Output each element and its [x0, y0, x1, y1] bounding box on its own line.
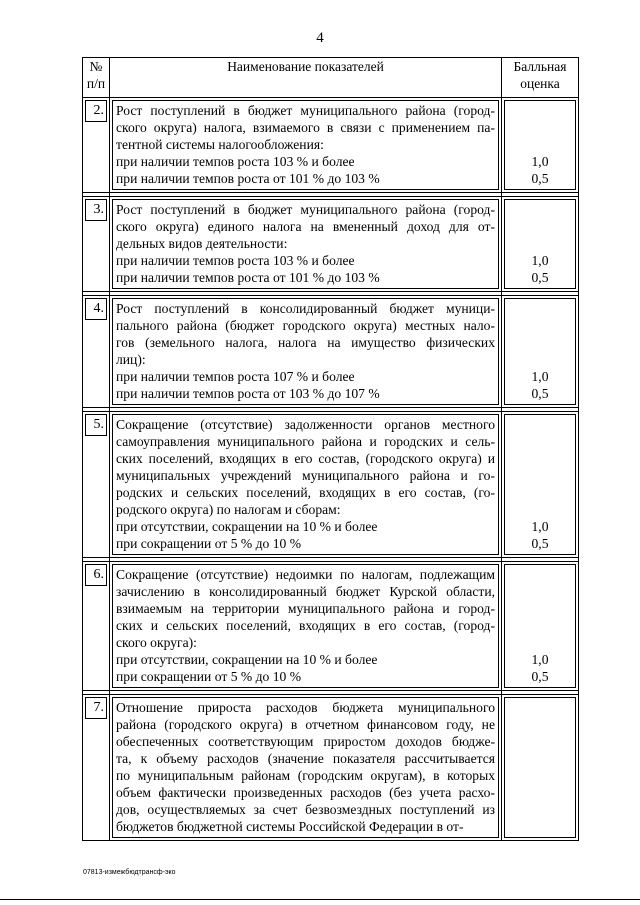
text-line: зачислению в консолидированный бюджет Курской области,	[116, 584, 495, 599]
score-value: 1,0	[531, 519, 549, 534]
table-row	[83, 562, 579, 691]
text-line: при сокращении от 5 % до 10 %	[116, 669, 302, 684]
text-line: района (городского округа) в отчетном финансовом году, не	[116, 717, 495, 732]
table-row	[83, 197, 579, 292]
text-line: при наличии темпов роста от 101 % до 103 %	[116, 171, 380, 186]
text-line: родских и сельских поселений, входящих в его состав, (го-	[116, 485, 495, 500]
text-line: родского округа) по налогам и сборам:	[116, 502, 341, 517]
row-number: 6.	[85, 564, 107, 586]
indicator-text	[112, 298, 499, 405]
score-value: 1,0	[531, 652, 549, 667]
footer-code: 07813-измежбюдтрансф-эко	[83, 869, 176, 876]
text-line: при сокращении от 5 % до 10 %	[116, 536, 302, 551]
text-line: по муниципальным районам (городским округам), в которых	[116, 768, 495, 783]
score-value: 0,5	[531, 386, 549, 401]
text-line: при наличии темпов роста 103 % и более	[116, 154, 355, 169]
text-line: лиц):	[116, 352, 146, 367]
text-line: Рост поступлений в бюджет муниципального района (город-	[116, 202, 495, 217]
text-line: Отношение прироста расходов бюджета муниципального	[116, 700, 495, 715]
score-value: 1,0	[531, 369, 549, 384]
score-value: 1,0	[531, 253, 549, 268]
text-line: ских поселений, входящих в его состав, (городского округа) и	[116, 451, 495, 466]
header-name: Наименование показателей	[110, 58, 502, 98]
score-cell	[504, 697, 576, 838]
row-number: 2.	[85, 100, 107, 122]
bottom-rule	[0, 899, 640, 900]
header-num: № п/п	[83, 58, 110, 98]
text-line: взимаемым на территории муниципального района и город-	[116, 601, 495, 616]
text-line: бюджетов бюджетной системы Российской Федерации в от-	[116, 819, 464, 834]
score-cell	[504, 298, 576, 405]
text-line: тентной системы налогообложения:	[116, 137, 324, 152]
table-row	[83, 296, 579, 408]
text-line: обеспеченных соответствующим приростом доходов бюдже-	[116, 734, 495, 749]
row-number: 5.	[85, 414, 107, 436]
text-line: при наличии темпов роста от 101 % до 103 %	[116, 270, 380, 285]
text-line: объем фактически произведенных расходов (без учета расхо-	[116, 785, 495, 800]
text-line: Сокращение (отсутствие) задолженности органов местного	[116, 417, 495, 432]
row-number: 7.	[85, 697, 107, 719]
score-cell	[504, 199, 576, 289]
table-row	[83, 98, 579, 193]
text-line: муниципальных учреждений муниципального района и го-	[116, 468, 495, 483]
text-line: пального района (бюджет городского округа) местных нало-	[116, 318, 495, 333]
score-value: 0,5	[531, 270, 549, 285]
text-line: при наличии темпов роста 107 % и более	[116, 369, 355, 384]
text-line: Сокращение (отсутствие) недоимки по налогам, подлежащим	[116, 567, 495, 582]
score-value: 0,5	[531, 669, 549, 684]
text-line: при наличии темпов роста от 103 % до 107 %	[116, 386, 380, 401]
header-score: Балльная оценка	[502, 58, 579, 98]
row-number: 4.	[85, 298, 107, 320]
score-value: 1,0	[531, 154, 549, 169]
text-line: ского округа):	[116, 635, 197, 650]
text-line: Рост поступлений в бюджет муниципального района (город-	[116, 103, 495, 118]
text-line: ских и сельских поселений, входящих в его состав, (город-	[116, 618, 495, 633]
text-line: та, к объему расходов (значение показателя рассчитывается	[116, 751, 495, 766]
table-row	[83, 695, 579, 841]
score-value: 0,5	[531, 536, 549, 551]
score-cell	[504, 414, 576, 555]
text-line: при отсутствии, сокращении на 10 % и более	[116, 652, 378, 667]
indicator-text	[112, 414, 499, 555]
page-number: 4	[316, 30, 324, 46]
indicators-table	[82, 57, 579, 841]
text-line: ского округа) единого налога на вмененный доход для от-	[116, 219, 495, 234]
text-line: дов, осуществляемых за счет безвозмездных поступлений из	[116, 802, 495, 817]
table-row	[83, 412, 579, 558]
text-line: самоуправления муниципального района и городских и сель-	[116, 434, 495, 449]
text-line: при наличии темпов роста 103 % и более	[116, 253, 355, 268]
indicator-text	[112, 564, 499, 688]
text-line: гов (земельного налога, налога на имущество физических	[116, 335, 495, 350]
indicator-text	[112, 199, 499, 289]
indicator-text	[112, 100, 499, 190]
indicator-text	[112, 697, 499, 838]
text-line: Рост поступлений в консолидированный бюджет муници-	[116, 301, 495, 316]
row-number: 3.	[85, 199, 107, 221]
score-cell	[504, 100, 576, 190]
text-line: при отсутствии, сокращении на 10 % и более	[116, 519, 378, 534]
text-line: дельных видов деятельности:	[116, 236, 288, 251]
text-line: ского округа) налога, взимаемого в связи с применением па-	[116, 120, 495, 135]
score-cell	[504, 564, 576, 688]
score-value: 0,5	[531, 171, 549, 186]
